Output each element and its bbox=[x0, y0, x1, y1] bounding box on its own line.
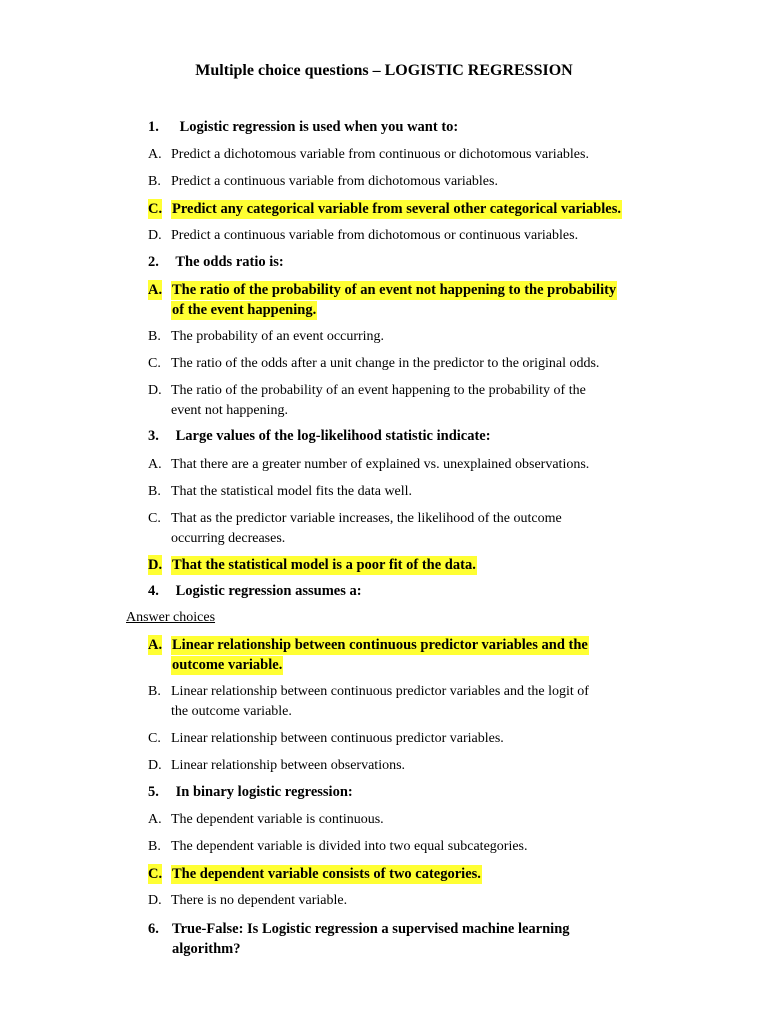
option-text: Predict any categorical variable from several other categorical variables. bbox=[172, 201, 621, 217]
option-text-line2: of the event happening. bbox=[172, 302, 317, 318]
option-letter: A. bbox=[148, 147, 162, 162]
option-text: Predict a dichotomous variable from continuous or dichotomous variables. bbox=[171, 147, 589, 162]
question-text: Logistic regression is used when you want to: bbox=[179, 119, 459, 135]
question-text: In binary logistic regression: bbox=[175, 784, 353, 800]
question-4 bbox=[148, 583, 362, 600]
question-text: Logistic regression assumes a: bbox=[175, 583, 362, 599]
question-3 bbox=[148, 428, 491, 445]
option-text: That the statistical model is a poor fit of the data. bbox=[172, 557, 476, 573]
option-letter: B. bbox=[148, 684, 161, 699]
option-letter: D. bbox=[148, 758, 162, 773]
page-title: Multiple choice questions – LOGISTIC REGRESSION bbox=[195, 62, 573, 79]
option-letter: A. bbox=[148, 637, 163, 653]
option-letter: A. bbox=[148, 812, 162, 827]
question-number: 1. bbox=[148, 119, 159, 135]
option-text-line1: The ratio of the probability of an event not happening to the probability bbox=[172, 282, 617, 298]
option-text-line1: Linear relationship between continuous predictor variables and the logit of bbox=[171, 684, 589, 699]
option-text-wrapper bbox=[171, 199, 661, 219]
option-letter: C. bbox=[148, 201, 163, 217]
option-text-line1: Linear relationship between continuous predictor variables and the bbox=[172, 637, 588, 653]
option-text: Predict a continuous variable from dichotomous variables. bbox=[171, 174, 498, 189]
question-5 bbox=[148, 784, 353, 801]
option-text-wrapper bbox=[171, 280, 661, 320]
option-text-wrapper bbox=[171, 555, 661, 575]
option-text: Linear relationship between observations. bbox=[171, 758, 406, 773]
option-letter: D. bbox=[148, 557, 163, 573]
question-number: 2. bbox=[148, 254, 159, 270]
option-letter: C. bbox=[148, 731, 161, 746]
option-text: The dependent variable consists of two categories. bbox=[172, 866, 481, 882]
question-text-line1: True-False: Is Logistic regression a supervised machine learning bbox=[172, 921, 570, 937]
question-number: 6. bbox=[148, 921, 159, 937]
option-text-line2: the outcome variable. bbox=[171, 704, 292, 719]
option-text: The ratio of the odds after a unit change in the predictor to the original odds. bbox=[171, 356, 600, 371]
option-text-line2: outcome variable. bbox=[172, 657, 283, 673]
question-6 bbox=[148, 919, 570, 959]
question-number: 5. bbox=[148, 784, 159, 800]
option-text-line1: The ratio of the probability of an event happening to the probability of the bbox=[171, 383, 586, 398]
option-text: Predict a continuous variable from dichotomous or continuous variables. bbox=[171, 228, 579, 243]
option-text: The dependent variable is divided into two equal subcategories. bbox=[171, 839, 528, 854]
question-number: 4. bbox=[148, 583, 159, 599]
option-text: There is no dependent variable. bbox=[171, 893, 348, 908]
option-letter: B. bbox=[148, 484, 161, 499]
option-text-wrapper bbox=[171, 635, 661, 675]
question-text-wrapper bbox=[172, 919, 570, 959]
answer-choices-label: Answer choices bbox=[126, 610, 216, 625]
option-letter: C. bbox=[148, 511, 161, 526]
option-letter: D. bbox=[148, 383, 162, 398]
question-number: 3. bbox=[148, 428, 159, 444]
option-letter: C. bbox=[148, 866, 163, 882]
option-letter: C. bbox=[148, 356, 161, 371]
question-1 bbox=[148, 119, 458, 136]
option-letter: A. bbox=[148, 457, 162, 472]
option-text-wrapper bbox=[171, 682, 661, 722]
option-text: That the statistical model fits the data well. bbox=[171, 484, 413, 499]
option-text-line2: occurring decreases. bbox=[171, 531, 286, 546]
option-text: The probability of an event occurring. bbox=[171, 329, 385, 344]
option-letter: B. bbox=[148, 174, 161, 189]
option-letter: B. bbox=[148, 839, 161, 854]
question-text-line2: algorithm? bbox=[172, 941, 241, 957]
option-text: That there are a greater number of explained vs. unexplained observations. bbox=[171, 457, 590, 472]
option-text-wrapper bbox=[171, 509, 661, 549]
option-letter: D. bbox=[148, 228, 162, 243]
question-text: Large values of the log-likelihood statistic indicate: bbox=[175, 428, 491, 444]
option-letter: A. bbox=[148, 282, 163, 298]
question-2 bbox=[148, 254, 284, 271]
question-text: The odds ratio is: bbox=[175, 254, 284, 270]
option-text: Linear relationship between continuous predictor variables. bbox=[171, 731, 504, 746]
option-text-wrapper bbox=[171, 864, 661, 884]
option-text-wrapper bbox=[171, 381, 661, 421]
option-letter: D. bbox=[148, 893, 162, 908]
option-text-line2: event not happening. bbox=[171, 403, 289, 418]
option-text: The dependent variable is continuous. bbox=[171, 812, 384, 827]
option-letter: B. bbox=[148, 329, 161, 344]
option-text-line1: That as the predictor variable increases, the likelihood of the outcome bbox=[171, 511, 562, 526]
